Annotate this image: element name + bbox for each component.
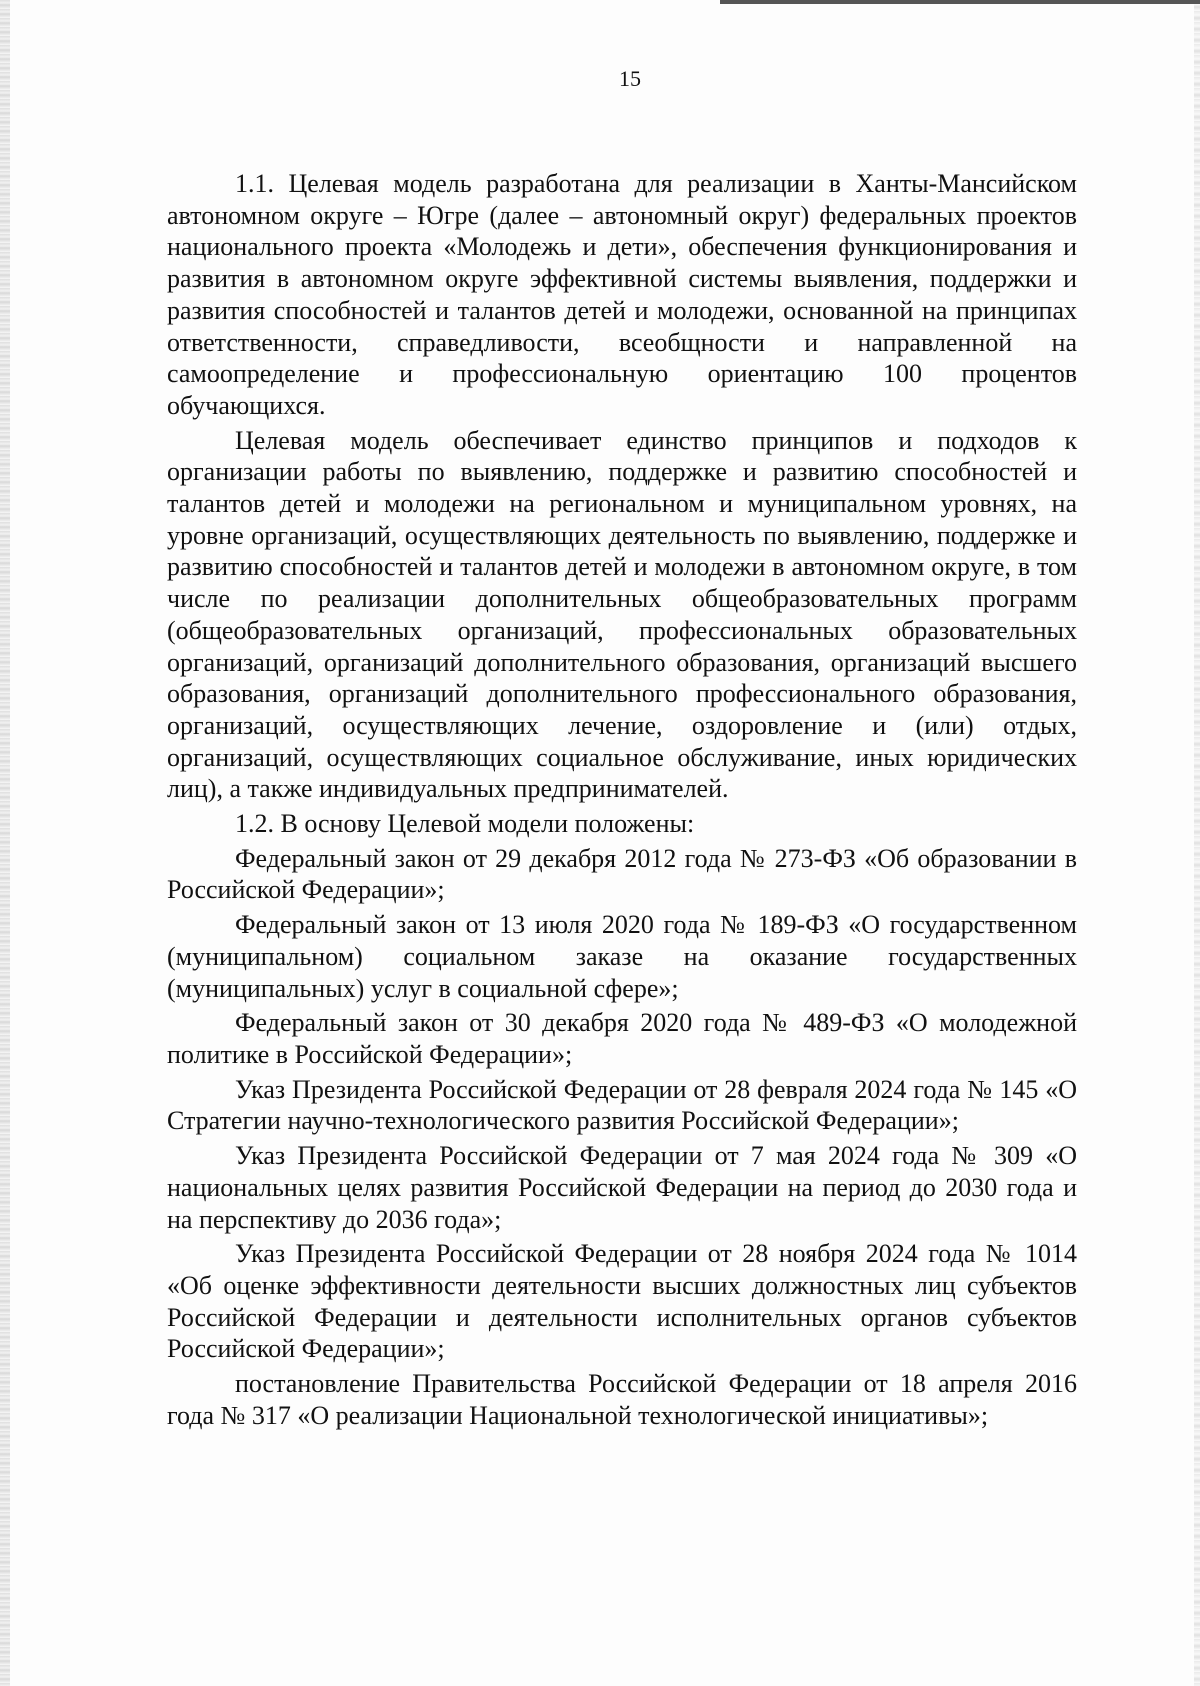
page-number: 15: [619, 66, 641, 91]
paragraph-law-489: Федеральный закон от 30 декабря 2020 года № 489-ФЗ «О молодежной политике в Российской Федерации»;: [167, 1008, 1077, 1069]
paragraph-target-model: Целевая модель обеспечивает единство принципов и подходов к организации работы по выявлению, поддержке и развитию способностей и талантов детей и молодежи на региональном и муниципальном уровнях, на уровне организаций, осуществляющих деятельность по выявлению, поддержке и развитию способностей и талантов детей и молодежи в автономном округе, в том числе по реализации дополнительных общеобразовательных программ (общеобразовательных организаций, профессиональных образовательных организаций, организаций дополнительного образования, организаций высшего образования, организаций дополнительного профессионального образования, организаций, осуществляющих лечение, оздоровление и (или) отдых, организаций, осуществляющих социальное обслуживание, иных юридических лиц), а также индивидуальных предпринимателей.: [167, 425, 1077, 804]
paragraph-1-2: 1.2. В основу Целевой модели положены:: [235, 809, 695, 839]
paragraph-law-273: Федеральный закон от 29 декабря 2012 года № 273-ФЗ «Об образовании в Российской Федерации»;: [167, 843, 1077, 905]
paragraph-1-1: 1.1. Целевая модель разработана для реализации в Ханты-Мансийском автономном округе – Югре (далее – автономный округ) федеральных проектов национального проекта «Молодежь и дети», обеспечения функционирования и развития в автономном округе эффективной системы выявления, поддержки и развития способностей и талантов детей и молодежи, основанной на принципах ответственности, справедливости, всеобщности и направленной на самоопределение и профессиональную ориентацию 100 процентов обучающихся.: [167, 169, 1077, 420]
scan-edge-right: [1194, 0, 1200, 1686]
paragraph-decree-309: Указ Президента Российской Федерации от 7 мая 2024 года № 309 «О национальных целях развития Российской Федерации на период до 2030 года и на перспективу до 2036 года»;: [167, 1141, 1077, 1234]
paragraph-resolution-317: постановление Правительства Российской Федерации от 18 апреля 2016 года № 317 «О реализации Национальной технологической инициативы»;: [167, 1369, 1077, 1430]
paragraph-law-189: Федеральный закон от 13 июля 2020 года № 189-ФЗ «О государственном (муниципальном) социальном заказе на оказание государственных (муниципальных) услуг в социальной сфере»;: [167, 910, 1077, 1003]
scan-edge-left: [0, 0, 10, 1686]
document-body: [167, 168, 1077, 1434]
paragraph-decree-1014: Указ Президента Российской Федерации от 28 ноября 2024 года № 1014 «Об оценке эффективности деятельности высших должностных лиц субъектов Российской Федерации и деятельности исполнительных органов субъектов Российской Федерации»;: [167, 1239, 1077, 1364]
scan-edge-top: [720, 0, 1200, 4]
paragraph-decree-145: Указ Президента Российской Федерации от 28 февраля 2024 года № 145 «О Стратегии научно-технологического развития Российской Федерации»;: [167, 1074, 1077, 1136]
